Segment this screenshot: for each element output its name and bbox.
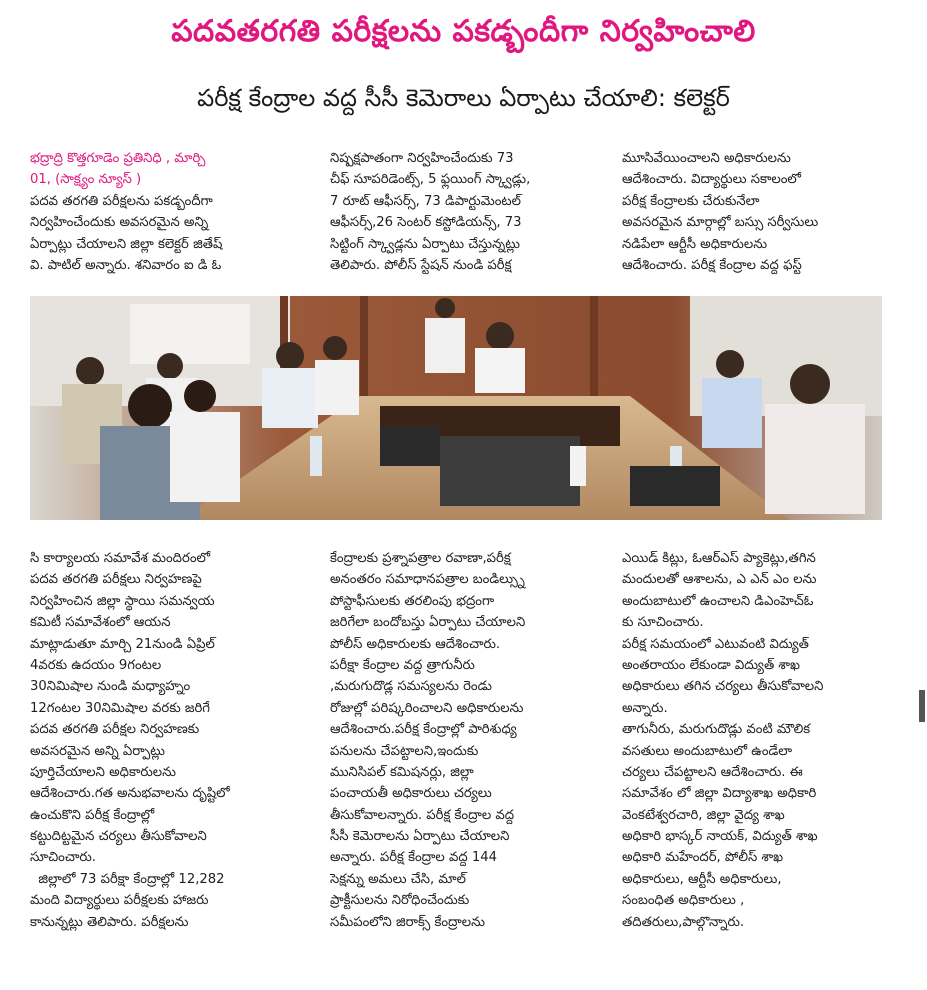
text-line: ఆదేశించారు. పరీక్ష కేంద్రాల వద్ద ఫస్ట్ <box>622 257 802 273</box>
dateline: 01, (సాక్ష్యం న్యూస్ ) <box>30 172 142 188</box>
text-line: అధికారి మహేందర్, పోలీస్ శాఖ <box>622 850 784 866</box>
text-line: తెలిపారు. పోలీస్ స్టేషన్ నుండి పరీక్ష <box>330 257 512 273</box>
text-line: తీసుకోవాలన్నారు. పరీక్ష కేంద్రాల వద్ద <box>330 807 515 823</box>
text-line: నిష్పక్షపాతంగా నిర్వహించేందుకు 73 <box>330 151 514 166</box>
text-line: అధికారి భాస్కర్ నాయక్, విద్యుత్ శాఖ <box>622 829 818 845</box>
text-line: సంబంధిత అధికారులు , <box>622 893 745 909</box>
text-line: అవసరమైన అన్ని ఏర్పాట్లు <box>30 743 165 759</box>
text-line: ఉంచుకొని పరీక్ష కేంద్రాల్లో <box>30 807 155 823</box>
text-line: పూర్తిచేయాలని అధికారులను <box>30 764 176 780</box>
text-line: సి కార్యాలయ సమావేశ మందిరంలో <box>30 551 211 566</box>
text-line: చీఫ్ సూపరిడెంట్స్, 5 ఫ్లయింగ్ స్క్వాడ్లు, <box>330 172 531 188</box>
text-line: వెంకటేశ్వరచారి, జిల్లా వైద్య శాఖ <box>622 807 785 823</box>
text-line: కట్టుదిట్టమైన చర్యలు తీసుకోవాలని <box>30 829 207 845</box>
text-line: చర్యలు చేపట్టాలని ఆదేశించారు. ఈ <box>622 764 803 780</box>
text-line: ఎయిడ్ కిట్లు, ఓఆర్ఎస్ ప్యాకెట్లు,తగిన <box>622 551 816 566</box>
text-line: అధికారులు, ఆర్టీసీ అధికారులు, <box>622 871 782 887</box>
text-line: కానున్నట్లు తెలిపారు. పరీక్షలను <box>30 914 189 930</box>
text-line: పరీక్ష సమయంలో ఎటువంటి విద్యుత్ <box>622 636 809 652</box>
text-line: పనులను చేపట్టాలని,ఇందుకు <box>330 743 479 759</box>
text-line: సిట్టింగ్ స్క్వాడ్లను ఏర్పాటు చేస్తున్నట్లు <box>330 236 520 252</box>
text-line: మందులతో ఆశాలను, ఎ ఎన్ ఎం లను <box>622 572 817 588</box>
text-line: అన్నారు. పరీక్ష కేంద్రాల వద్ద 144 <box>330 850 497 866</box>
scrollbar-handle[interactable] <box>919 690 925 722</box>
text-line: పదవ తరగతి పరీక్షలు నిర్వహణపై <box>30 572 202 588</box>
article-column-3-top <box>622 148 894 276</box>
text-line: ఏర్పాట్లు చేయాలని జిల్లా కలెక్టర్ జితేష్ <box>30 236 223 252</box>
text-line: అన్నారు. <box>622 700 668 716</box>
text-line: కమిటీ సమావేశంలో ఆయన <box>30 615 171 631</box>
text-line: పరీక్ష కేంద్రాలకు చేరుకునేలా <box>622 193 760 209</box>
text-line: మంది విద్యార్థులు పరీక్షలకు హాజరు <box>30 893 209 909</box>
text-line: తదితరులు,పాల్గొన్నారు. <box>622 914 745 930</box>
text-line: జిల్లాలో 73 పరీక్షా కేంద్రాల్లో 12,282 <box>30 871 225 887</box>
text-line: సీసీ కెమెరాలను ఏర్పాటు చేయాలని <box>330 829 510 845</box>
text-line: 30నిమిషాల నుండి మధ్యాహ్నం <box>30 679 191 695</box>
text-line: వసతులు అందుబాటులో ఉండేలా <box>622 743 793 759</box>
article-subheadline: పరీక్ష కేంద్రాల వద్ద సీసీ కెమెరాలు ఏర్పాటు చేయాలి: కలెక్టర్ <box>197 84 730 112</box>
article-headline: పదవతరగతి పరీక్షలను పకడ్బందీగా నిర్వహించాలి <box>171 14 756 49</box>
text-line: జరిగేలా బందోబస్తు ఏర్పాటు చేయాలని <box>330 615 526 631</box>
text-line: పోస్టాఫీసులకు తరలింపు భద్రంగా <box>330 593 495 609</box>
article-column-2-bottom <box>330 548 602 933</box>
text-line: కేంద్రాలకు ప్రశ్నాపత్రాల రవాణా,పరీక్ష <box>330 551 511 566</box>
text-line: అధికారులు తగిన చర్యలు తీసుకోవాలని <box>622 679 824 695</box>
meeting-photo-icon <box>30 296 882 520</box>
text-line: 7 రూట్ ఆఫీసర్స్, 73 డిపార్టుమెంటల్ <box>330 193 521 209</box>
text-line: అంతరాయం లేకుండా విద్యుత్ శాఖ <box>622 657 800 673</box>
text-line: సూచించారు. <box>30 850 96 866</box>
text-line: తాగునీరు, మరుగుదొడ్లు వంటి మౌలిక <box>622 722 811 738</box>
article-column-1-bottom <box>30 548 302 933</box>
text-line: ఆదేశించారు.గత అనుభవాలను దృష్టిలో <box>30 786 230 802</box>
article-column-1-top <box>30 148 302 276</box>
text-line: సమీపంలోని జిరాక్స్ కేంద్రాలను <box>330 914 485 930</box>
article-column-3-bottom <box>622 548 894 933</box>
text-line: సెక్షన్ను అమలు చేసి, మాల్ <box>330 871 466 887</box>
text-line: సమావేశం లో జిల్లా విద్యాశాఖ అధికారి <box>622 786 817 802</box>
text-line: పదవ తరగతి పరీక్షల నిర్వహణకు <box>30 722 200 738</box>
text-line: అవసరమైన మార్గాల్లో బస్సు సర్వీసులు <box>622 215 819 231</box>
next-article-fragment <box>0 980 927 990</box>
text-line: నిర్వహించిన జిల్లా స్థాయి సమన్వయ <box>30 593 215 609</box>
text-line: ఆదేశించారు. విద్యార్థులు సకాలంలో <box>622 172 802 188</box>
text-line: పంచాయతీ అధికారులు చర్యలు <box>330 786 492 802</box>
text-line: ఆదేశించారు.పరీక్ష కేంద్రాల్లో పారిశుధ్య <box>330 722 517 738</box>
text-line: వి. పాటిల్ అన్నారు. శనివారం ఐ డి ఓ <box>30 257 222 273</box>
text-line: మాట్లాడుతూ మార్చి 21నుండి ఏప్రిల్ <box>30 636 215 652</box>
text-line: ప్రాక్టీసులను నిరోధించేందుకు <box>330 893 470 909</box>
text-line: రోజుల్లో పరిష్కరించాలని అధికారులను <box>330 700 524 716</box>
text-line: ఆఫీసర్స్,26 సెంటర్ కస్టోడియన్స్, 73 <box>330 215 522 231</box>
text-line: అనంతరం సమాధానపత్రాల బండిల్స్ను <box>330 572 525 588</box>
text-line: అందుబాటులో ఉంచాలని డిఎంహెచ్ఓ <box>622 593 814 609</box>
meeting-photo <box>30 296 882 520</box>
text-line: కు సూచించారు. <box>622 615 704 631</box>
text-line: నడిపేలా ఆర్టీసీ అధికారులను <box>622 236 768 252</box>
text-line: ,మరుగుదొడ్ల సమస్యలను రెండు <box>330 679 492 695</box>
text-line: పోలీస్ అధికారులకు ఆదేశించారు. <box>330 636 501 652</box>
text-line: పదవ తరగతి పరీక్షలను పకడ్బందీగా <box>30 193 213 209</box>
text-line: నిర్వహించేందుకు అవసరమైన అన్ని <box>30 215 209 231</box>
dateline: భద్రాద్రి కొత్తగూడెం ప్రతినిధి , మార్చి <box>30 151 206 166</box>
text-line: మూసివేయించాలని అధికారులను <box>622 151 791 166</box>
text-line: 12గంటల 30నిమిషాల వరకు జరిగే <box>30 700 210 716</box>
text-line: పరీక్షా కేంద్రాల వద్ద త్రాగునీరు <box>330 657 475 673</box>
text-line: 4వరకు ఉదయం 9గంటల <box>30 657 162 673</box>
article-column-2-top <box>330 148 602 276</box>
text-line: మునిసిపల్ కమిషనర్లు, జిల్లా <box>330 764 474 780</box>
